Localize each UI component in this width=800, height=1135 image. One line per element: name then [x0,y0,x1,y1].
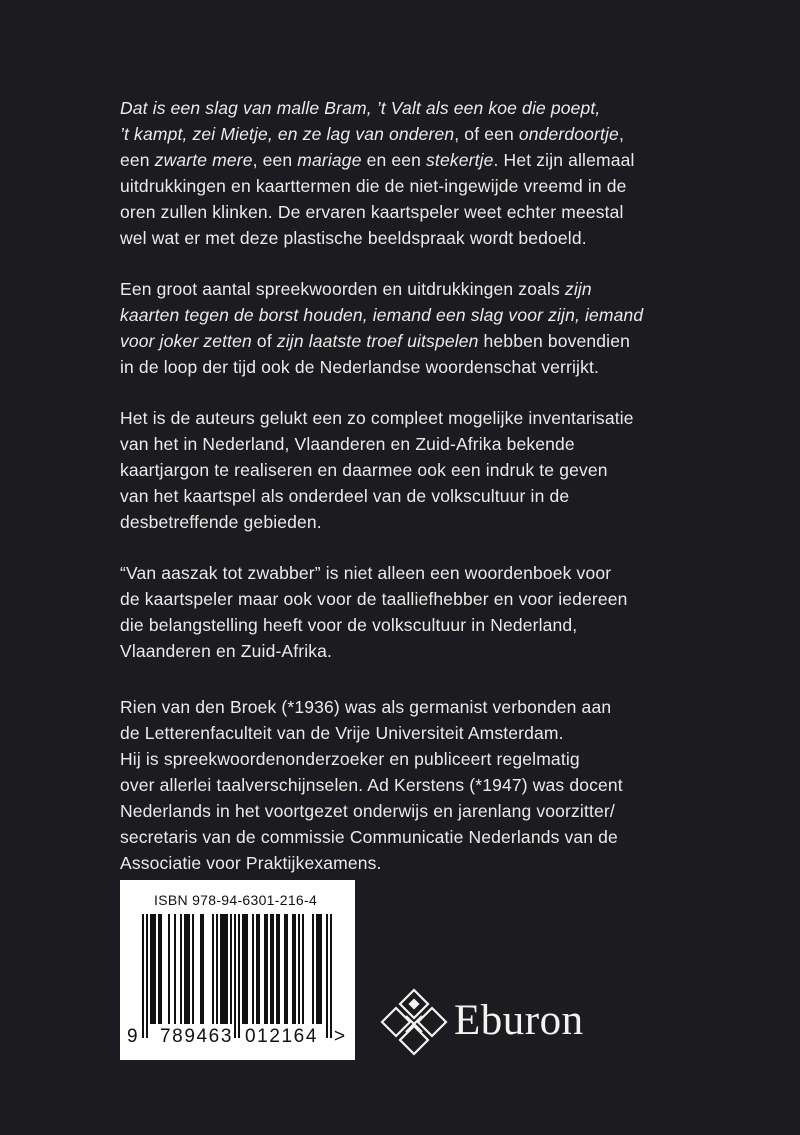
back-cover-blurb [120,95,720,901]
publisher-name: Eburon [454,997,584,1044]
barcode-bar [294,914,296,1024]
barcode-guard-bar [330,914,332,1038]
barcode-bar [320,914,322,1024]
barcode-bar [188,914,190,1024]
barcode-bar [286,914,288,1024]
blurb-text: kaartjargon te realiseren en daarmee ook een indruk te geven [120,460,608,480]
barcode-bar [244,914,246,1024]
barcode-bar [152,914,154,1024]
barcode-bar [160,914,162,1024]
blurb-text: mariage [297,150,362,170]
barcode-bar [154,914,156,1024]
barcode-arrow: > [334,1026,347,1047]
blurb-text: Dat is een slag van malle Bram, ’t Valt als een koe die poept, [120,98,601,118]
barcode-bar [212,914,214,1024]
publisher-logo [378,986,618,1076]
blurb-text: in de loop der tijd ook de Nederlandse woordenschat verrijkt. [120,357,600,377]
diamond-lattice-icon [378,986,454,1056]
barcode-right-digits: 012164 [245,1026,319,1047]
isbn-barcode [120,880,355,1060]
blurb-text: secretaris van de commissie Communicatie Nederlands van de [120,827,618,847]
blurb-paragraph-4 [120,560,720,664]
barcode-guard-bar [146,914,148,1038]
blurb-text: Het is de auteurs gelukt een zo compleet mogelijke inventarisatie [120,408,634,428]
barcode-bar [150,914,152,1024]
barcode-guard-bar [234,914,236,1038]
barcode-bar [222,914,224,1024]
blurb-text: de kaartspeler maar ook voor de taalliefhebber en voor iedereen [120,589,628,609]
barcode-bar [202,914,204,1024]
barcode-bar [256,914,258,1024]
blurb-text: stekertje [426,150,494,170]
barcode-bar [292,914,294,1024]
barcode-bar [186,914,188,1024]
blurb-text: van het kaartspel als onderdeel van de volkscultuur in de [120,486,570,506]
blurb-text: zijn [564,279,592,299]
barcode-bar [224,914,226,1024]
isbn-label: ISBN 978-94-6301-216-4 [154,892,318,908]
blurb-text: een [120,150,155,170]
blurb-text: Rien van den Broek (*1936) was als germanist verbonden aan [120,697,612,717]
barcode-guard-bar [326,914,328,1038]
blurb-text: hebben bovendien [478,331,630,351]
barcode-bar [312,914,314,1024]
barcode-bar [180,914,182,1024]
blurb-text: of [251,331,277,351]
barcode-bar [200,914,202,1024]
blurb-text: zwarte mere [154,150,253,170]
blurb-text: kaarten tegen de borst houden, iemand een slag voor zijn, iemand [120,305,644,325]
barcode-bar [318,914,320,1024]
blurb-text: over allerlei taalverschijnselen. Ad Kerstens (*1947) was docent [120,775,623,795]
blurb-text: Nederlands in het voortgezet onderwijs en jarenlang voorzitter/ [120,801,615,821]
barcode-bar [168,914,170,1024]
blurb-text: Een groot aantal spreekwoorden en uitdrukkingen zoals [120,279,565,299]
barcode-bar [302,914,304,1024]
blurb-text: ’t kampt, zei Mietje, en ze lag van onderen [120,124,455,144]
blurb-text: , een [252,150,298,170]
blurb-text: van het in Nederland, Vlaanderen en Zuid-Afrika bekende [120,434,575,454]
barcode-bar [276,914,278,1024]
barcode-guard-bar [142,914,144,1038]
blurb-paragraph-3 [120,405,720,535]
blurb-text: Associatie voor Praktijkexamens. [120,853,382,873]
blurb-text: “Van aaszak tot zwabber” is niet alleen een woordenboek voor [120,563,612,583]
barcode-bar [264,914,266,1024]
blurb-text: en een [361,150,427,170]
blurb-text: Hij is spreekwoordenonderzoeker en publiceert regelmatig [120,749,580,769]
blurb-text: desbetreffende gebieden. [120,512,322,532]
barcode-left-digits: 789463 [160,1026,234,1047]
barcode-bar [220,914,222,1024]
blurb-text: , of een [454,124,519,144]
barcode-bar [272,914,274,1024]
barcode-bar [284,914,286,1024]
blurb-text: wel wat er met deze plastische beeldspraak wordt bedoeld. [120,228,587,248]
blurb-text: , [618,124,624,144]
barcode-bars [120,880,355,1060]
blurb-text: Vlaanderen en Zuid-Afrika. [120,641,333,661]
blurb-text: die belangstelling heeft voor de volkscultuur in Nederland, [120,615,578,635]
blurb-paragraph-2 [120,276,720,380]
barcode-bar [316,914,318,1024]
barcode-bar [158,914,160,1024]
barcode-bar [246,914,248,1024]
barcode-bar [242,914,244,1024]
blurb-text: zijn laatste troef uitspelen [276,331,479,351]
barcode-bar [270,914,272,1024]
barcode-bar [252,914,254,1024]
barcode-bar [174,914,176,1024]
barcode-bar [192,914,194,1024]
barcode-bar [184,914,186,1024]
barcode-bar [298,914,300,1024]
blurb-paragraph-1 [120,95,720,251]
barcode-bar [278,914,280,1024]
barcode-bar [216,914,218,1024]
barcode-bar [230,914,232,1024]
blurb-text: oren zullen klinken. De ervaren kaartspeler weet echter meestal [120,202,624,222]
author-bio [120,694,720,876]
blurb-text: de Letterenfaculteit van de Vrije Universiteit Amsterdam. [120,723,564,743]
blurb-text: onderdoortje [518,124,619,144]
barcode-guard-bar [238,914,240,1038]
blurb-text: uitdrukkingen en kaarttermen die de niet-ingewijde vreemd in de [120,176,627,196]
barcode-bar [258,914,260,1024]
blurb-text: voor joker zetten [120,331,252,351]
barcode-first-digit: 9 [127,1026,140,1047]
blurb-text: . Het zijn allemaal [493,150,635,170]
barcode-bar [226,914,228,1024]
barcode-bar [266,914,268,1024]
